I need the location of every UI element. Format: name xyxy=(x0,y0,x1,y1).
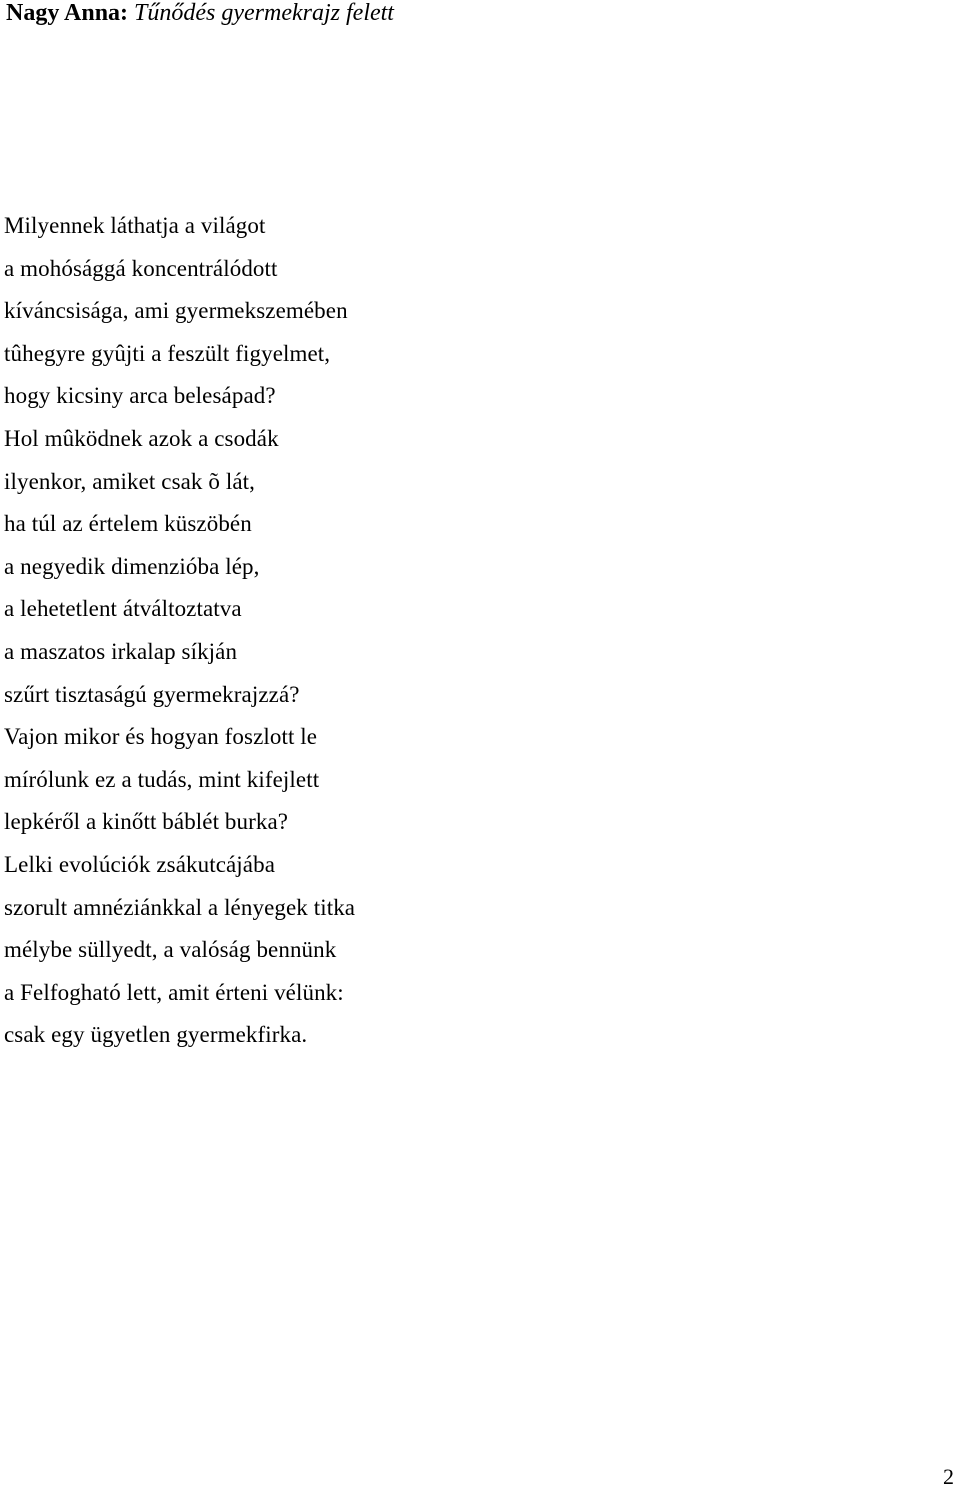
poem-line: szűrt tisztaságú gyermekrajzzá? xyxy=(4,681,300,707)
poem-line: Lelki evolúciók zsákutcájába xyxy=(4,851,276,877)
poem-line: ilyenkor, amiket csak õ lát, xyxy=(4,468,255,494)
poem-line: a maszatos irkalap síkján xyxy=(4,638,238,664)
poem-line: csak egy ügyetlen gyermekfirka. xyxy=(4,1022,308,1048)
poem-line: lepkéről a kinőtt báblét burka? xyxy=(4,809,289,835)
poem-line: ha túl az értelem küszöbén xyxy=(4,511,252,537)
title-author: Nagy Anna: xyxy=(6,0,129,26)
poem-line: Vajon mikor és hogyan foszlott le xyxy=(4,724,318,750)
poem-line: a Felfogható lett, amit érteni vélünk: xyxy=(4,979,344,1005)
poem-line: tûhegyre gyûjti a feszült figyelmet, xyxy=(4,340,331,366)
poem-line: szorult amnéziánkkal a lényegek titka xyxy=(4,894,356,920)
poem-line: kíváncsisága, ami gyermekszemében xyxy=(4,298,348,324)
poem-line: mírólunk ez a tudás, mint kifejlett xyxy=(4,766,320,792)
poem-body xyxy=(4,205,355,1057)
poem-line: Milyennek láthatja a világot xyxy=(4,213,266,238)
poem-line: a mohósággá koncentrálódott xyxy=(4,255,278,281)
page-title xyxy=(6,0,394,28)
page-number: 2 xyxy=(943,1464,954,1489)
poem-line: Hol mûködnek azok a csodák xyxy=(4,425,279,451)
title-work: Tűnődés gyermekrajz felett xyxy=(134,0,394,26)
poem-line: a lehetetlent átváltoztatva xyxy=(4,596,242,622)
poem-line: mélybe süllyedt, a valóság bennünk xyxy=(4,937,337,963)
poem-line: hogy kicsiny arca belesápad? xyxy=(4,383,276,409)
poem-line: a negyedik dimenzióba lép, xyxy=(4,553,260,579)
